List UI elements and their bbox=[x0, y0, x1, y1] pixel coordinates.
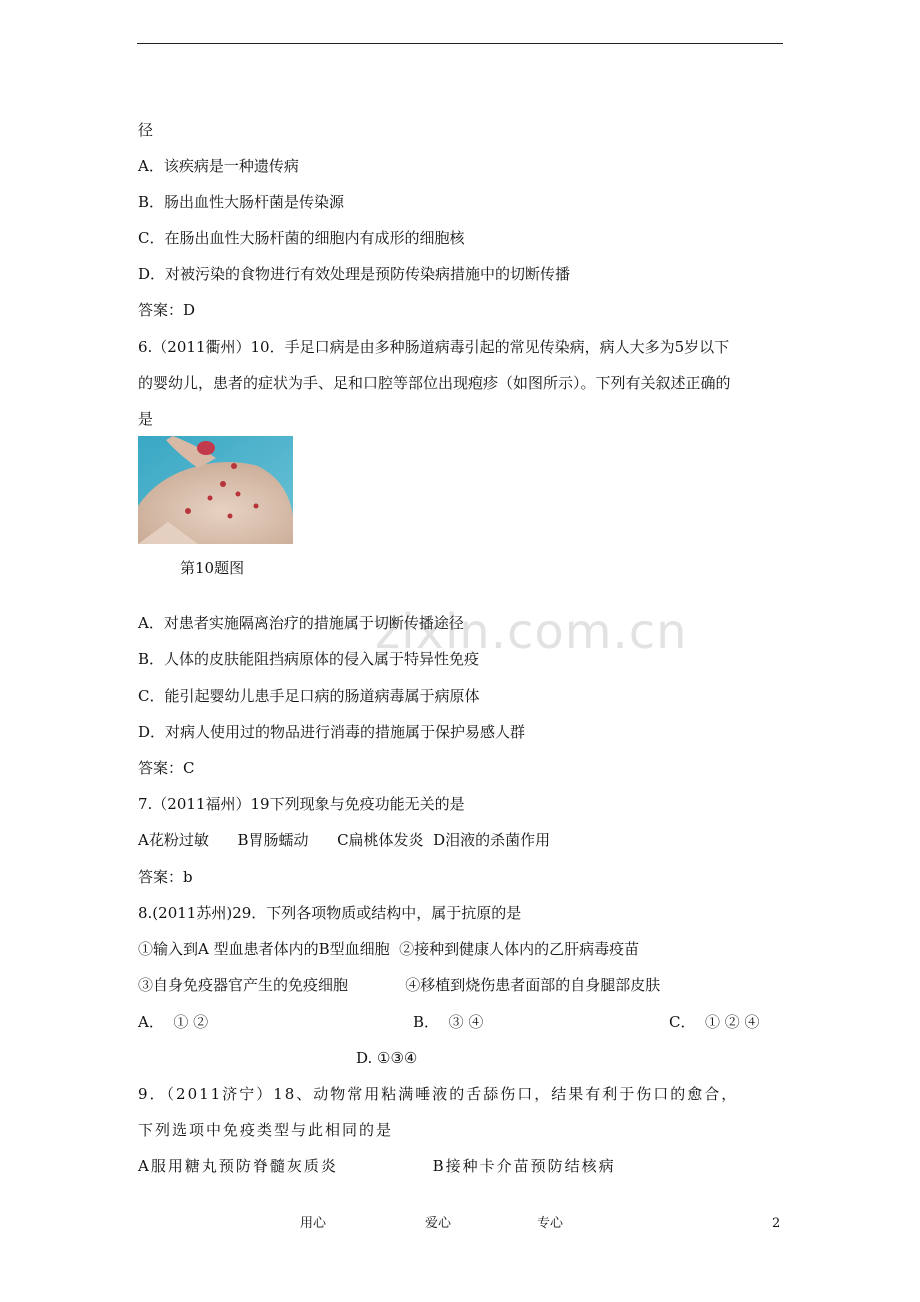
question-6-cont: 的婴幼儿，患者的症状为手、足和口腔等部位出现疱疹（如图所示）。下列有关叙述正确的 bbox=[138, 374, 731, 392]
footer-text: 用心 bbox=[300, 1216, 327, 1231]
question-8-items: ①输入到A 型血患者体内的B型血细胞 ②接种到健康人体内的乙肝病毒疫苗 bbox=[138, 940, 640, 958]
option-a: A．该疾病是一种遗传病 bbox=[138, 157, 299, 175]
option-b: B．肠出血性大肠杆菌是传染源 bbox=[138, 193, 345, 211]
option-c: C．在肠出血性大肠杆菌的细胞内有成形的细胞核 bbox=[138, 229, 465, 247]
hand-photo bbox=[138, 436, 293, 544]
page-number: 2 bbox=[772, 1216, 781, 1231]
question-7: 7.（2011福州）19下列现象与免疫功能无关的是 bbox=[138, 795, 465, 813]
header-rule bbox=[137, 43, 783, 44]
option-b: B．人体的皮肤能阻挡病原体的侵入属于特异性免疫 bbox=[138, 650, 480, 668]
option-d: D．对被污染的食物进行有效处理是预防传染病措施中的切断传播 bbox=[138, 265, 571, 283]
question-6: 6.（2011衢州）10．手足口病是由多种肠道病毒引起的常见传染病，病人大多为5岁以下 bbox=[138, 338, 730, 356]
question-9-options: A服用糖丸预防脊髓灰质炎 B接种卡介苗预防结核病 bbox=[138, 1157, 616, 1175]
watermark: zixin.com.cn bbox=[375, 604, 688, 660]
option-c: C． ① ② ④ bbox=[669, 1013, 760, 1031]
option-b: B． ③ ④ bbox=[413, 1013, 484, 1031]
option-d: D．对病人使用过的物品进行消毒的措施属于保护易感人群 bbox=[138, 723, 526, 741]
footer-text: 爱心 bbox=[425, 1216, 452, 1231]
question-9: 9．（2011济宁）18、动物常用粘满唾液的舌舔伤口，结果有利于伤口的愈合， bbox=[138, 1085, 739, 1103]
footer-text: 专心 bbox=[537, 1216, 564, 1231]
answer: 答案：b bbox=[138, 868, 193, 886]
question-7-options: A花粉过敏 B胃肠蠕动 C扁桃体发炎 D泪液的杀菌作用 bbox=[138, 831, 551, 849]
option-a: A． ① ② bbox=[138, 1013, 209, 1031]
question-8: 8.(2011苏州)29．下列各项物质或结构中，属于抗原的是 bbox=[138, 904, 522, 922]
question-8-items: ③自身免疫器官产生的免疫细胞 ④移植到烧伤患者面部的自身腿部皮肤 bbox=[138, 976, 661, 994]
figure-caption: 第10题图 bbox=[180, 559, 245, 577]
question-6-cont: 是 bbox=[138, 410, 154, 428]
option-c: C．能引起婴幼儿患手足口病的肠道病毒属于病原体 bbox=[138, 687, 480, 705]
option-a: A．对患者实施隔离治疗的措施属于切断传播途径 bbox=[138, 614, 464, 632]
text-line: 径 bbox=[138, 121, 154, 139]
answer: 答案：C bbox=[138, 759, 195, 777]
option-d: D. ①③④ bbox=[356, 1049, 418, 1067]
question-9-cont: 下列选项中免疫类型与此相同的是 bbox=[138, 1121, 394, 1139]
answer: 答案：D bbox=[138, 301, 196, 319]
